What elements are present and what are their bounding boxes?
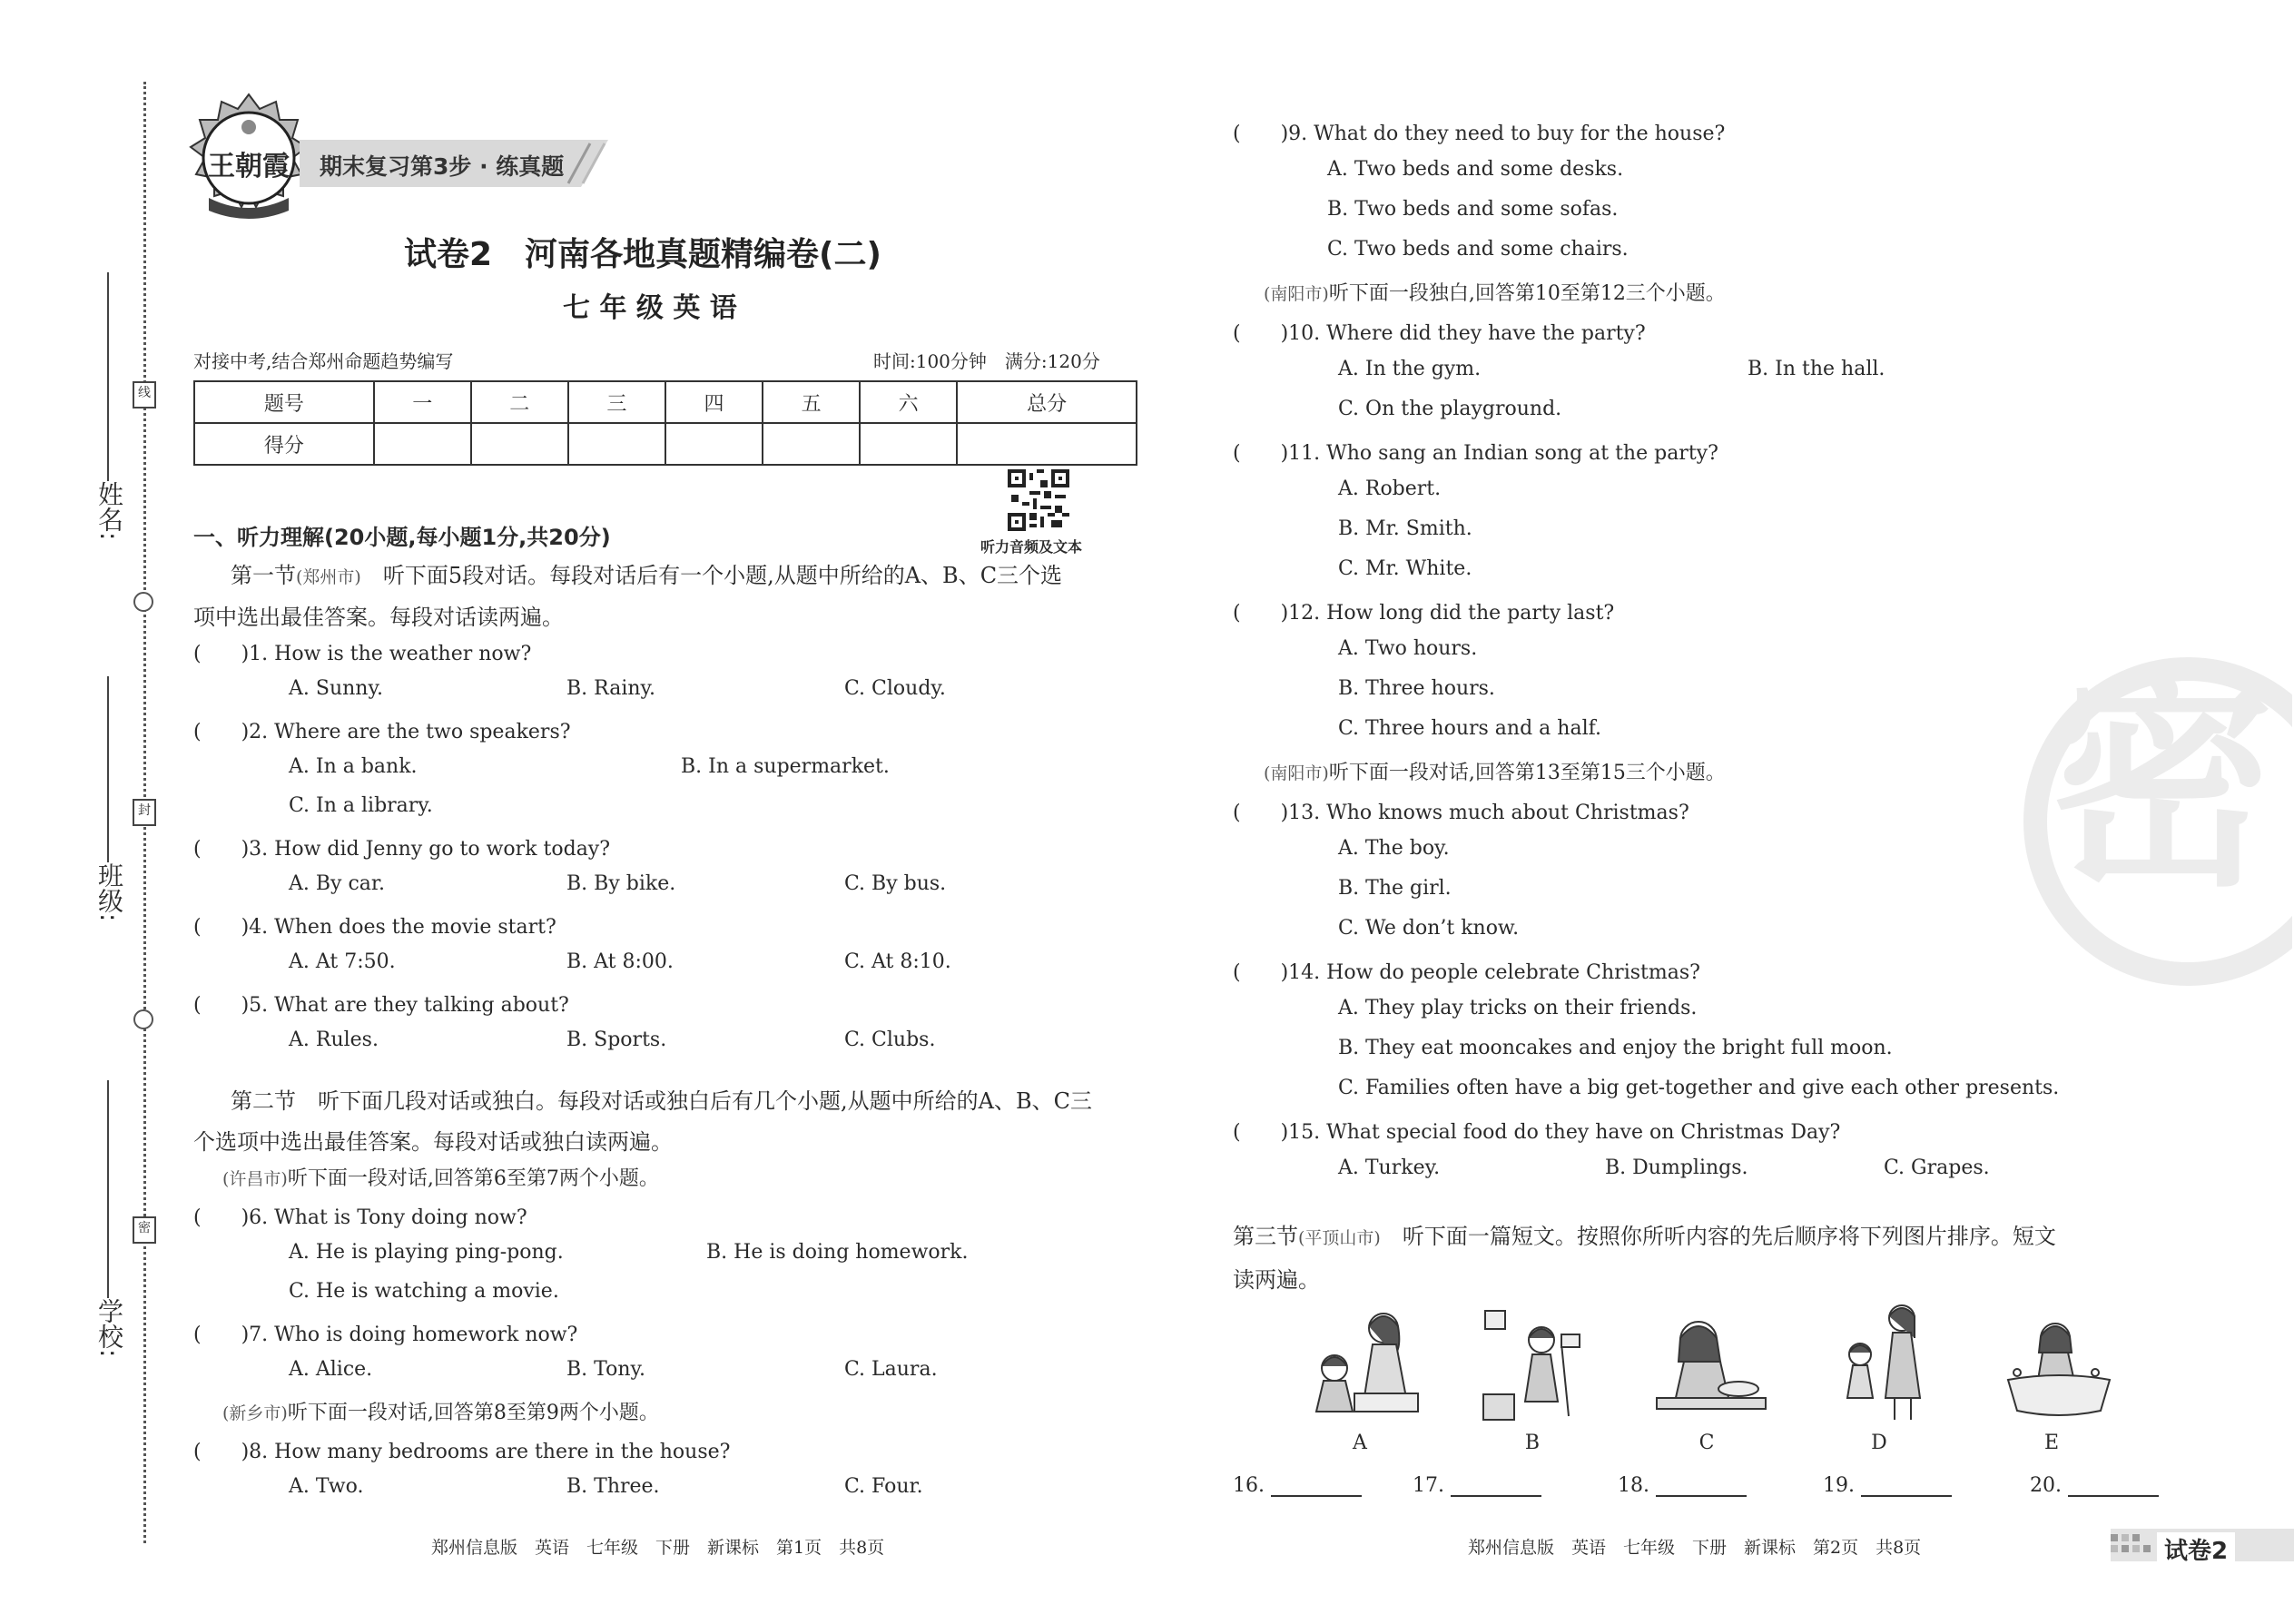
seal-line-mark: 线 [133, 381, 156, 408]
answer-paren[interactable]: ( ) [193, 994, 250, 1017]
exam-note: 对接中考,结合郑州命题趋势编写 [193, 350, 454, 372]
answer-paren[interactable]: ( ) [1233, 322, 1289, 345]
answer-number: 20. [2030, 1474, 2062, 1497]
option: B. In a supermarket. [681, 755, 890, 778]
answer-17 [1413, 1473, 1541, 1497]
note-text: 听下面一段独白,回答第10至第12三个小题。 [1328, 282, 1726, 305]
answer-blank[interactable] [1451, 1473, 1541, 1497]
question-4 [193, 911, 556, 940]
score-table-header-row [194, 381, 1137, 423]
footer-right: 郑州信息版 英语 七年级 下册 新课标 第2页 共8页 [1468, 1538, 1922, 1558]
option: A. Two hours. [1338, 637, 1478, 660]
answer-paren[interactable]: ( ) [1233, 1121, 1289, 1144]
answer-paren[interactable]: ( ) [193, 1324, 250, 1346]
option: C. On the playground. [1338, 398, 1562, 420]
score-table-score-row [194, 423, 1137, 465]
score-cell: 得分 [194, 423, 374, 465]
part2-intro-cont: 个选项中选出最佳答案。每段对话或独白读两遍。 [193, 1129, 673, 1155]
pixel-pattern-icon [2111, 1534, 2154, 1556]
score-cell: 总分 [957, 381, 1137, 423]
question-stem: 2. Where are the two speakers? [249, 721, 571, 743]
part3-intro [1233, 1218, 2056, 1250]
binding-knot-icon [133, 592, 153, 612]
footer-tag: 试卷2 [2157, 1532, 2235, 1566]
option: C. Cloudy. [844, 677, 946, 700]
question-5 [193, 989, 569, 1018]
part1-label: 第一节 [231, 563, 296, 588]
question-stem: 4. When does the movie start? [249, 916, 556, 939]
page-title: 试卷2 河南各地真题精编卷(二) [404, 236, 881, 273]
answer-number: 16. [1233, 1474, 1265, 1497]
option: B. Three hours. [1338, 677, 1495, 700]
part3-intro-cont: 读两遍。 [1233, 1267, 1320, 1293]
question-9 [1233, 118, 1725, 146]
answer-19 [1823, 1473, 1952, 1497]
answer-blank[interactable] [1861, 1473, 1952, 1497]
option: C. At 8:10. [844, 950, 951, 973]
part1-text: 听下面5段对话。每段对话后有一个小题,从题中所给的A、B、C三个选 [382, 563, 1063, 588]
answer-paren[interactable]: ( ) [1233, 442, 1289, 465]
note-q8-9 [222, 1397, 659, 1425]
option: C. He is watching a movie. [289, 1280, 559, 1303]
score-cell: 三 [568, 381, 665, 423]
answer-number: 19. [1823, 1474, 1855, 1497]
option: C. Laura. [844, 1358, 938, 1381]
option: A. They play tricks on their friends. [1338, 997, 1698, 1019]
section-heading: 一、听力理解(20小题,每小题1分,共20分) [193, 525, 611, 550]
question-6 [193, 1202, 527, 1230]
seal-secret-mark: 密 [133, 1216, 156, 1244]
answer-paren[interactable]: ( ) [193, 916, 250, 939]
answer-16 [1233, 1473, 1362, 1497]
part1-intro-cont: 项中选出最佳答案。每段对话读两遍。 [193, 605, 564, 630]
option: C. Mr. White. [1338, 557, 1472, 580]
option: B. Three. [566, 1475, 660, 1498]
option: A. Robert. [1338, 477, 1442, 500]
option: C. We don’t know. [1338, 917, 1520, 940]
picture-label: C [1698, 1432, 1715, 1454]
note-q6-7 [222, 1163, 659, 1191]
question-15 [1233, 1117, 1840, 1145]
option: B. The girl. [1338, 877, 1452, 900]
answer-paren[interactable]: ( ) [193, 838, 250, 861]
picture-e-girl-washing-icon [1995, 1307, 2122, 1429]
question-1 [193, 638, 531, 666]
region-tag: (南阳市) [1264, 284, 1329, 304]
answer-paren[interactable]: ( ) [193, 643, 250, 665]
name-blank [107, 272, 109, 481]
answer-18 [1618, 1473, 1747, 1497]
score-entry[interactable] [568, 423, 665, 465]
picture-b-girl-mopping-icon [1471, 1307, 1598, 1429]
score-cell: 六 [860, 381, 957, 423]
watermark-text: 密 [2047, 653, 2274, 917]
picture-label: A [1353, 1432, 1367, 1454]
score-entry[interactable] [763, 423, 860, 465]
score-cell: 二 [471, 381, 568, 423]
question-stem: 6. What is Tony doing now? [249, 1206, 527, 1229]
question-8 [193, 1436, 730, 1464]
option: C. Clubs. [844, 1029, 936, 1051]
region-tag: (南阳市) [1264, 763, 1329, 783]
option: C. Two beds and some chairs. [1327, 238, 1629, 261]
option: B. They eat mooncakes and enjoy the bright full moon. [1338, 1037, 1893, 1059]
question-14 [1233, 957, 1700, 985]
score-cell: 一 [374, 381, 471, 423]
option: B. Rainy. [566, 677, 656, 700]
part1-intro [231, 557, 1062, 589]
note-text: 听下面一段对话,回答第8至第9两个小题。 [287, 1402, 659, 1424]
option: A. Turkey. [1338, 1156, 1441, 1179]
option: A. At 7:50. [289, 950, 396, 973]
answer-paren[interactable]: ( ) [193, 1441, 250, 1463]
question-11 [1233, 438, 1718, 466]
answer-number: 17. [1413, 1474, 1444, 1497]
question-3 [193, 833, 610, 861]
answer-number: 18. [1618, 1474, 1649, 1497]
question-7 [193, 1319, 577, 1347]
picture-a-girls-cleaning-icon [1300, 1303, 1427, 1424]
option: B. Sports. [566, 1029, 667, 1051]
answer-paren[interactable]: ( ) [1233, 123, 1289, 145]
note-q13-15 [1264, 757, 1726, 785]
option: A. In a bank. [289, 755, 418, 778]
question-13 [1233, 797, 1689, 825]
answer-blank[interactable] [2068, 1473, 2159, 1497]
qr-label: 听力音频及文本 [980, 538, 1083, 556]
part2-intro: 第二节 听下面几段对话或独白。每段对话或独白后有几个小题,从题中所给的A、B、C三 [231, 1088, 1092, 1114]
option: A. Rules. [289, 1029, 379, 1051]
class-label: 班级: [94, 862, 124, 922]
option: A. He is playing ping-pong. [289, 1241, 564, 1264]
score-cell: 题号 [194, 381, 374, 423]
score-entry[interactable] [471, 423, 568, 465]
score-cell: 四 [665, 381, 763, 423]
question-stem: 12. How long did the party last? [1288, 602, 1615, 625]
answer-paren[interactable]: ( ) [193, 1206, 250, 1229]
option: C. By bus. [844, 872, 947, 895]
question-stem: 13. Who knows much about Christmas? [1288, 802, 1689, 824]
region-tag: (郑州市) [296, 567, 361, 587]
option: C. Families often have a big get-together and give each other presents. [1338, 1077, 2060, 1099]
option: B. At 8:00. [566, 950, 674, 973]
score-entry[interactable] [860, 423, 957, 465]
question-2 [193, 716, 571, 744]
score-entry[interactable] [665, 423, 763, 465]
option: A. By car. [289, 872, 385, 895]
option: B. Tony. [566, 1358, 646, 1381]
question-stem: 15. What special food do they have on Christmas Day? [1288, 1121, 1841, 1144]
option: A. Two. [289, 1475, 364, 1498]
question-10 [1233, 318, 1646, 346]
note-text: 听下面一段对话,回答第13至第15三个小题。 [1328, 762, 1726, 784]
option: B. Two beds and some sofas. [1327, 198, 1619, 221]
option: B. By bike. [566, 872, 676, 895]
time-score: 时间:100分钟 满分:120分 [873, 350, 1100, 372]
region-tag: (新乡市) [222, 1403, 288, 1423]
qr-code-icon[interactable] [1008, 469, 1069, 531]
binding-knot-icon [133, 1009, 153, 1029]
picture-label: B [1524, 1432, 1541, 1454]
option: B. He is doing homework. [706, 1241, 969, 1264]
name-label: 姓名: [94, 481, 124, 541]
question-stem: 1. How is the weather now? [249, 643, 532, 665]
logo-text: 王朝霞 [208, 151, 290, 182]
region-tag: (平顶山市) [1298, 1228, 1381, 1248]
question-stem: 9. What do they need to buy for the house? [1288, 123, 1726, 145]
option: A. Alice. [289, 1358, 373, 1381]
school-label: 学校: [94, 1298, 124, 1358]
option: C. Grapes. [1884, 1156, 1990, 1179]
answer-paren[interactable]: ( ) [1233, 802, 1289, 824]
question-stem: 14. How do people celebrate Christmas? [1288, 961, 1700, 984]
region-tag: (许昌市) [222, 1169, 288, 1189]
score-table [193, 380, 1137, 466]
class-blank [107, 676, 109, 862]
note-q10-12 [1264, 278, 1726, 306]
question-12 [1233, 597, 1614, 625]
answer-paren[interactable]: ( ) [193, 721, 250, 743]
answer-blank[interactable] [1656, 1473, 1747, 1497]
option: A. The boy. [1338, 837, 1450, 860]
option: B. In the hall. [1748, 358, 1885, 380]
question-stem: 8. How many bedrooms are there in the house? [249, 1441, 731, 1463]
option: C. Four. [844, 1475, 923, 1498]
option: A. Two beds and some desks. [1327, 158, 1624, 181]
part3-text: 听下面一篇短文。按照你所听内容的先后顺序将下列图片排序。短文 [1402, 1224, 2056, 1249]
question-stem: 10. Where did they have the party? [1288, 322, 1646, 345]
answer-paren[interactable]: ( ) [1233, 602, 1289, 625]
picture-label: D [1871, 1432, 1887, 1454]
picture-d-mother-daughter-icon [1820, 1298, 1947, 1429]
option: C. In a library. [289, 794, 433, 817]
picture-c-girl-cooking-icon [1648, 1307, 1775, 1429]
header-banner-text: 期末复习第3步 · 练真题 [320, 153, 565, 180]
option: B. Mr. Smith. [1338, 517, 1472, 540]
option: A. In the gym. [1338, 358, 1482, 380]
answer-paren[interactable]: ( ) [1233, 961, 1289, 984]
seal-seal-mark: 封 [133, 799, 156, 826]
note-text: 听下面一段对话,回答第6至第7两个小题。 [287, 1167, 659, 1190]
school-blank [107, 1080, 109, 1298]
option: C. Three hours and a half. [1338, 717, 1601, 740]
page-subtitle: 七 年 级 英 语 [563, 292, 737, 324]
answer-20 [2030, 1473, 2159, 1497]
footer-left: 郑州信息版 英语 七年级 下册 新课标 第1页 共8页 [431, 1538, 885, 1558]
score-entry[interactable] [374, 423, 471, 465]
score-entry[interactable] [957, 423, 1137, 465]
option: A. Sunny. [289, 677, 383, 700]
question-stem: 5. What are they talking about? [249, 994, 569, 1017]
picture-label: E [2043, 1432, 2060, 1454]
answer-blank[interactable] [1271, 1473, 1362, 1497]
question-stem: 11. Who sang an Indian song at the party? [1288, 442, 1718, 465]
question-stem: 7. Who is doing homework now? [249, 1324, 578, 1346]
option: B. Dumplings. [1605, 1156, 1748, 1179]
question-stem: 3. How did Jenny go to work today? [249, 838, 611, 861]
part3-label: 第三节 [1233, 1224, 1298, 1249]
score-cell: 五 [763, 381, 860, 423]
